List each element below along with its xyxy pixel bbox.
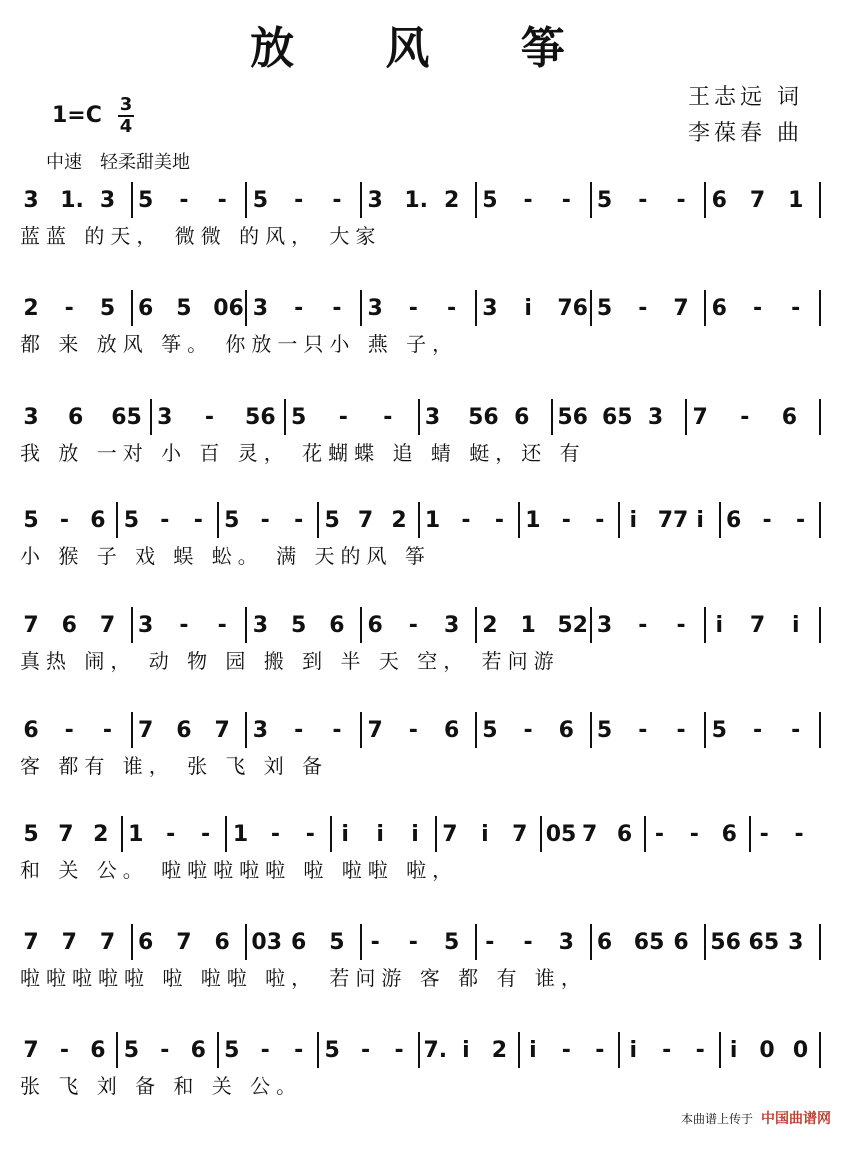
note: 5	[252, 188, 269, 213]
note: -	[64, 718, 74, 743]
note: 3	[138, 613, 154, 638]
note: 5	[123, 508, 140, 533]
note: -	[791, 718, 801, 743]
note: 2	[443, 188, 460, 213]
note: 5	[324, 1038, 340, 1063]
score-row	[0, 508, 853, 628]
bar-line	[704, 712, 706, 748]
score-row	[0, 405, 853, 525]
note: 5	[482, 718, 498, 743]
bar-line	[475, 924, 477, 960]
bar-line	[475, 182, 477, 218]
note: 5	[711, 718, 727, 743]
note: 1	[788, 188, 804, 213]
note: 5	[123, 1038, 140, 1063]
bar-line	[245, 607, 247, 643]
note: -	[332, 296, 342, 321]
note: 65	[748, 930, 780, 955]
note: -	[160, 1038, 170, 1063]
note: 5	[443, 930, 460, 955]
note: -	[762, 508, 772, 533]
note: -	[662, 1038, 672, 1063]
bar-line	[819, 182, 821, 218]
note: 6	[721, 822, 737, 847]
note: 6	[711, 296, 727, 321]
note: i	[529, 1038, 537, 1063]
bar-line	[225, 816, 227, 852]
note: 5	[176, 296, 192, 321]
note: -	[795, 508, 806, 533]
bar-line	[131, 712, 133, 748]
note: 2	[391, 508, 407, 533]
note: 6	[725, 508, 742, 533]
note: -	[294, 296, 304, 321]
note: -	[794, 822, 804, 847]
key-signature: 1=C	[52, 103, 102, 128]
bar-line	[475, 290, 477, 326]
note: 5	[596, 296, 613, 321]
note: 7.	[423, 1038, 448, 1063]
note: 76	[557, 296, 588, 321]
note: 5	[23, 508, 39, 533]
bar-line	[704, 182, 706, 218]
note: 65	[111, 405, 142, 430]
note: 52	[557, 613, 588, 638]
note: -	[408, 296, 418, 321]
bar-line	[719, 1032, 721, 1068]
bar-line	[819, 924, 821, 960]
site-logo: 中国曲谱网	[761, 1111, 831, 1127]
bar-line	[819, 607, 821, 643]
bar-line	[360, 182, 362, 218]
note: i	[715, 613, 724, 638]
note: -	[270, 822, 280, 847]
note: -	[752, 296, 763, 321]
bar-line	[819, 502, 821, 538]
note: 6	[443, 718, 460, 743]
bar-line	[116, 1032, 118, 1068]
note: -	[294, 718, 304, 743]
note: 3	[596, 613, 613, 638]
note: 6	[673, 930, 689, 955]
note: -	[332, 188, 342, 213]
note: -	[561, 188, 571, 213]
note: 7	[581, 822, 598, 847]
note: 6	[138, 930, 154, 955]
bar-line	[819, 290, 821, 326]
note: -	[59, 508, 70, 533]
bar-line	[131, 182, 133, 218]
note: 5	[596, 188, 613, 213]
score-row	[0, 1038, 853, 1158]
note: -	[408, 718, 418, 743]
note: -	[294, 1038, 304, 1063]
bar-line	[590, 712, 592, 748]
note: i	[481, 822, 489, 847]
bar-line	[330, 816, 332, 852]
note: -	[59, 1038, 70, 1063]
composer-credit: 李葆春 曲	[688, 121, 803, 146]
note: i	[696, 508, 704, 533]
lyric-line: 我 放 一对 小 百 灵， 花蝴蝶 追 蜻 蜓，还 有	[20, 441, 586, 465]
note: 56	[245, 405, 276, 430]
note: 65	[633, 930, 665, 955]
note: 06	[213, 296, 244, 321]
bar-line	[819, 712, 821, 748]
note: 7	[99, 613, 116, 638]
note: 6	[23, 718, 39, 743]
note: 3	[647, 405, 664, 430]
note: 5	[291, 613, 307, 638]
note: -	[676, 718, 686, 743]
note: 5	[138, 188, 154, 213]
song-title: 放 风 筝	[250, 23, 603, 74]
note: -	[370, 930, 380, 955]
note: 3	[367, 188, 383, 213]
note: 1	[525, 508, 541, 533]
note: i	[376, 822, 384, 847]
note: -	[294, 188, 304, 213]
note: -	[305, 822, 315, 847]
bar-line	[540, 816, 542, 852]
bar-line	[150, 399, 152, 435]
score-row	[0, 296, 853, 416]
bar-line	[719, 502, 721, 538]
note: 7	[749, 188, 766, 213]
note: -	[791, 296, 801, 321]
note: -	[595, 508, 605, 533]
note: -	[260, 1038, 270, 1063]
note: 6	[138, 296, 154, 321]
bar-line	[551, 399, 553, 435]
bar-line	[131, 924, 133, 960]
note: 77	[657, 508, 689, 533]
bar-line	[685, 399, 687, 435]
bar-line	[590, 182, 592, 218]
note: i	[729, 1038, 738, 1063]
time-signature-bottom: 4	[119, 116, 133, 137]
bar-line	[435, 816, 437, 852]
note: 1.	[60, 188, 84, 213]
note: 5	[482, 188, 498, 213]
note: 7	[442, 822, 458, 847]
note: 7	[23, 1038, 39, 1063]
note: 7	[749, 613, 766, 638]
tempo-marking: 中速 轻柔甜美地	[46, 152, 190, 173]
note: 6	[596, 930, 613, 955]
note: 6	[214, 930, 230, 955]
note: 5	[329, 930, 345, 955]
note: 3	[23, 405, 39, 430]
bar-line	[360, 607, 362, 643]
bar-line	[704, 607, 706, 643]
note: -	[193, 508, 203, 533]
note: 0	[759, 1038, 775, 1063]
note: -	[102, 718, 113, 743]
note: -	[638, 188, 648, 213]
note: 6	[558, 718, 574, 743]
bar-line	[590, 607, 592, 643]
note: 65	[601, 405, 633, 430]
score-row	[0, 188, 853, 308]
note: 5	[224, 508, 240, 533]
note: -	[595, 1038, 605, 1063]
bar-line	[475, 607, 477, 643]
note: 7	[512, 822, 528, 847]
bar-line	[217, 502, 219, 538]
note: -	[160, 508, 170, 533]
note: 3	[252, 296, 269, 321]
note: 05	[545, 822, 577, 847]
note: i	[341, 822, 349, 847]
note: 2	[23, 296, 39, 321]
note: 2	[93, 822, 109, 847]
note: 6	[329, 613, 345, 638]
bar-line	[317, 1032, 319, 1068]
lyric-line: 张 飞 刘 备 和 关 公。	[20, 1074, 303, 1098]
note: 3	[252, 718, 269, 743]
note: 1	[424, 508, 441, 533]
note: i	[462, 1038, 470, 1063]
note: 7	[138, 718, 154, 743]
note: -	[217, 613, 227, 638]
note: 7	[23, 613, 39, 638]
note: 6	[176, 718, 192, 743]
note: -	[64, 296, 74, 321]
note: 3	[367, 296, 383, 321]
note: 3	[157, 405, 173, 430]
bar-line	[704, 290, 706, 326]
lyricist-credit: 王志远 词	[688, 85, 803, 110]
note: -	[695, 1038, 705, 1063]
bar-line	[819, 1032, 821, 1068]
lyric-line: 蓝蓝 的天， 微微 的风， 大家	[20, 224, 382, 248]
note: -	[408, 930, 418, 955]
note: -	[523, 930, 533, 955]
note: 2	[491, 1038, 508, 1063]
note: -	[383, 405, 393, 430]
note: 3	[99, 188, 116, 213]
note: -	[166, 822, 176, 847]
lyric-line: 和 关 公。 啦啦啦啦啦 啦 啦啦 啦，	[20, 858, 459, 882]
note: 5	[99, 296, 116, 321]
note: -	[654, 822, 664, 847]
note: 5	[23, 822, 39, 847]
note: i	[524, 296, 532, 321]
note: i	[411, 822, 419, 847]
note: 1	[232, 822, 249, 847]
note: 7	[214, 718, 230, 743]
bar-line	[360, 712, 362, 748]
bar-line	[245, 712, 247, 748]
bar-line	[116, 502, 118, 538]
note: 7	[58, 822, 74, 847]
note: -	[260, 508, 270, 533]
note: -	[676, 613, 686, 638]
score-row	[0, 718, 853, 838]
bar-line	[131, 607, 133, 643]
note: 3	[252, 613, 269, 638]
note: -	[217, 188, 227, 213]
note: 6	[781, 405, 798, 430]
note: -	[338, 405, 348, 430]
bar-line	[245, 290, 247, 326]
lyric-line: 真热 闹， 动 物 园 搬 到 半 天 空， 若问游	[20, 649, 560, 673]
note: 2	[482, 613, 498, 638]
note: -	[561, 508, 571, 533]
note: -	[179, 188, 189, 213]
score-row	[0, 613, 853, 733]
score-row	[0, 822, 853, 942]
note: -	[332, 718, 342, 743]
note: 56	[468, 405, 499, 430]
bar-line	[284, 399, 286, 435]
footer	[681, 1108, 831, 1128]
note: 3	[482, 296, 498, 321]
bar-line	[518, 1032, 520, 1068]
note: 6	[514, 405, 530, 430]
note: 1	[128, 822, 144, 847]
note: -	[740, 405, 750, 430]
note: -	[447, 296, 457, 321]
note: -	[408, 613, 418, 638]
note: -	[752, 718, 763, 743]
bar-line	[360, 924, 362, 960]
note: -	[200, 822, 211, 847]
note: 6	[90, 508, 106, 533]
note: -	[204, 405, 214, 430]
lyric-line: 客 都有 谁， 张 飞 刘 备	[20, 754, 329, 778]
note: 6	[190, 1038, 206, 1063]
note: 3	[788, 930, 804, 955]
note: -	[485, 930, 495, 955]
note: -	[494, 508, 504, 533]
bar-line	[618, 1032, 620, 1068]
bar-line	[217, 1032, 219, 1068]
note: 7	[357, 508, 374, 533]
bar-line	[704, 924, 706, 960]
note: 03	[251, 930, 283, 955]
bar-line	[475, 712, 477, 748]
note: 7	[61, 930, 77, 955]
bar-line	[360, 290, 362, 326]
note: 3	[23, 188, 39, 213]
note: 6	[711, 188, 727, 213]
note: 0	[792, 1038, 809, 1063]
note: 1.	[404, 188, 429, 213]
footer-text: 本曲谱上传于	[680, 1111, 753, 1126]
note: 7	[692, 405, 708, 430]
note: i	[629, 508, 638, 533]
note: -	[638, 718, 648, 743]
bar-line	[121, 816, 123, 852]
bar-line	[644, 816, 646, 852]
bar-line	[749, 816, 751, 852]
lyric-line: 小 猴 子 戏 蜈 蚣。 满 天的风 筝	[20, 544, 431, 568]
note: -	[638, 613, 648, 638]
note: 5	[291, 405, 307, 430]
bar-line	[518, 502, 520, 538]
note: 7	[23, 930, 39, 955]
note: 6	[616, 822, 633, 847]
note: 3	[443, 613, 460, 638]
bar-line	[590, 924, 592, 960]
note: -	[676, 188, 686, 213]
note: -	[294, 508, 304, 533]
time-signature-top: 3	[119, 94, 133, 115]
note: 5	[596, 718, 613, 743]
note: -	[561, 1038, 571, 1063]
note: -	[689, 822, 699, 847]
note: i	[629, 1038, 638, 1063]
lyric-line: 啦啦啦啦啦 啦 啦啦 啦， 若问游 客 都 有 谁，	[20, 966, 587, 990]
note: 6	[61, 613, 77, 638]
note: 3	[424, 405, 441, 430]
note: 56	[710, 930, 741, 955]
note: i	[791, 613, 800, 638]
note: 1	[520, 613, 536, 638]
note: -	[394, 1038, 404, 1063]
note: -	[523, 718, 533, 743]
bar-line	[245, 182, 247, 218]
bar-line	[418, 1032, 420, 1068]
note: 3	[558, 930, 574, 955]
note: -	[523, 188, 533, 213]
note: 7	[673, 296, 689, 321]
note: 7	[176, 930, 192, 955]
bar-line	[131, 290, 133, 326]
note: 5	[324, 508, 340, 533]
note: 6	[67, 405, 84, 430]
note: -	[759, 822, 769, 847]
bar-line	[618, 502, 620, 538]
note: 5	[224, 1038, 240, 1063]
lyric-line: 都 来 放风 筝。 你放一只小 燕 子，	[20, 332, 459, 356]
note: -	[461, 508, 471, 533]
bar-line	[418, 399, 420, 435]
time-signature	[118, 96, 134, 136]
note: 56	[557, 405, 588, 430]
bar-line	[317, 502, 319, 538]
note: -	[638, 296, 648, 321]
bar-line	[418, 502, 420, 538]
score-row	[0, 930, 853, 1050]
note: 6	[90, 1038, 106, 1063]
note: 7	[367, 718, 383, 743]
note: -	[361, 1038, 371, 1063]
note: -	[179, 613, 189, 638]
note: 6	[367, 613, 383, 638]
note: 7	[99, 930, 116, 955]
bar-line	[819, 399, 821, 435]
bar-line	[590, 290, 592, 326]
bar-line	[245, 924, 247, 960]
note: 6	[291, 930, 307, 955]
